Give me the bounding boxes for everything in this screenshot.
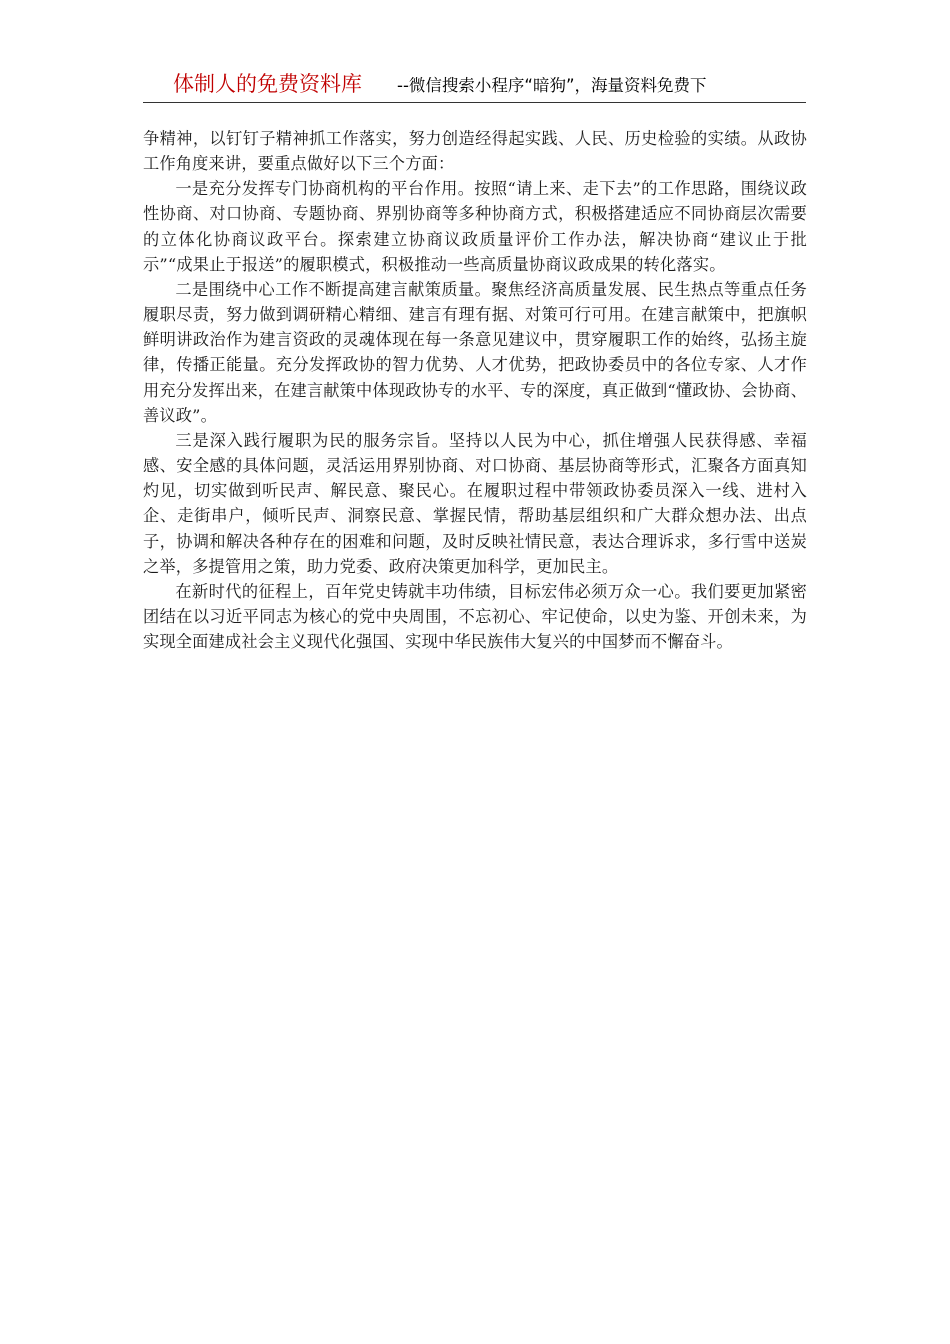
document-body <box>143 126 807 654</box>
paragraph-point-two: 二是围绕中心工作不断提高建言献策质量。聚焦经济高质量发展、民生热点等重点任务履职尽责，努力做到调研精心精细、建言有理有据、对策可行可用。在建言献策中，把旗帜鲜明讲政治作为建言资政的灵魂体现在每一条意见建议中，贯穿履职工作的始终，弘扬主旋律，传播正能量。充分发挥政协的智力优势、人才优势，把政协委员中的各位专家、人才作用充分发挥出来，在建言献策中体现政协专的水平、专的深度，真正做到“懂政协、会协商、善议政”。 <box>143 279 807 425</box>
paragraph-conclusion: 在新时代的征程上，百年党史铸就丰功伟绩，目标宏伟必须万众一心。我们要更加紧密团结在以习近平同志为核心的党中央周围，不忘初心、牢记使命，以史为鉴、开创未来，为实现全面建成社会主义现代化强国、实现中华民族伟大复兴的中国梦而不懈奋斗。 <box>143 581 807 652</box>
header-brand: 体制人的免费资料库 <box>173 72 362 96</box>
header-tagline: --微信搜索小程序“暗狗”，海量资料免费下 <box>397 76 707 95</box>
paragraph-point-three: 三是深入践行履职为民的服务宗旨。坚持以人民为中心，抓住增强人民获得感、幸福感、安全感的具体问题，灵活运用界别协商、对口协商、基层协商等形式，汇聚各方面真知灼见，切实做到听民声、解民意、聚民心。在履职过程中带领政协委员深入一线、进村入企、走街串户，倾听民声、洞察民意、掌握民情，帮助基层组织和广大群众想办法、出点子，协调和解决各种存在的困难和问题，及时反映社情民意，表达合理诉求，多行雪中送炭之举，多提管用之策，助力党委、政府决策更加科学，更加民主。 <box>143 430 807 576</box>
paragraph-continuation: 争精神，以钉钉子精神抓工作落实，努力创造经得起实践、人民、历史检验的实绩。从政协工作角度来讲，要重点做好以下三个方面： <box>143 129 807 174</box>
paragraph-point-one: 一是充分发挥专门协商机构的平台作用。按照“请上来、走下去”的工作思路，围绕议政性协商、对口协商、专题协商、界别协商等多种协商方式，积极搭建适应不同协商层次需要的立体化协商议政平台。探索建立协商议政质量评价工作办法，解决协商“建议止于批示”“成果止于报送”的履职模式，积极推动一些高质量协商议政成果的转化落实。 <box>143 179 807 274</box>
page-header <box>143 70 806 103</box>
